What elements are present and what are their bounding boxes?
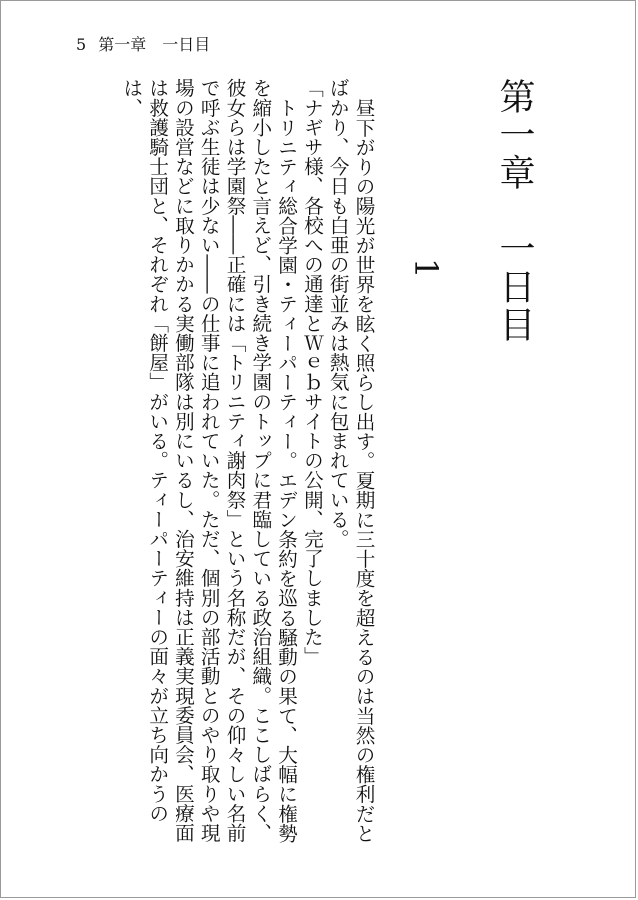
paragraph: 「ナギサ様、各校への通達とＷｅｂサイトの公開、完了しました」 (300, 78, 324, 666)
page-number: 5 (76, 35, 87, 54)
header-chapter-title: 一日目 (162, 35, 211, 54)
section-number: 1 (407, 258, 445, 279)
paragraph: トリニティ総合学園・ティーパーティー。エデン条約を巡る騒動の果て、大幅に権勢を縮小したと言えど、引き続き学園のトップに君臨している政治組織。ここしばらく、彼女らは学園祭――正確には「トリニティ謝肉祭」という名称だが、その仰々しい名前で呼ぶ生徒は少ない――の仕事に追われていた。ただ、個別の部活動とのやり取りや現場の設営などに取りかかる実働部隊は別にいるし、治安維持は正義実現委員会、医療面は救護騎士団と、それぞれ「餅屋」がいる。ティーパーティーの面々が立ち向かうのは、 (119, 78, 298, 843)
paragraph: 昼下がりの陽光が世界を眩く照らし出す。夏期に三十度を超えるのは当然の権利だとばかり、今日も白亜の街並みは熱気に包まれている。 (326, 78, 375, 843)
running-header (76, 32, 210, 55)
body-text (118, 78, 376, 848)
chapter-heading: 第一章 一日目 (494, 78, 535, 344)
header-chapter: 第一章 (98, 35, 147, 54)
